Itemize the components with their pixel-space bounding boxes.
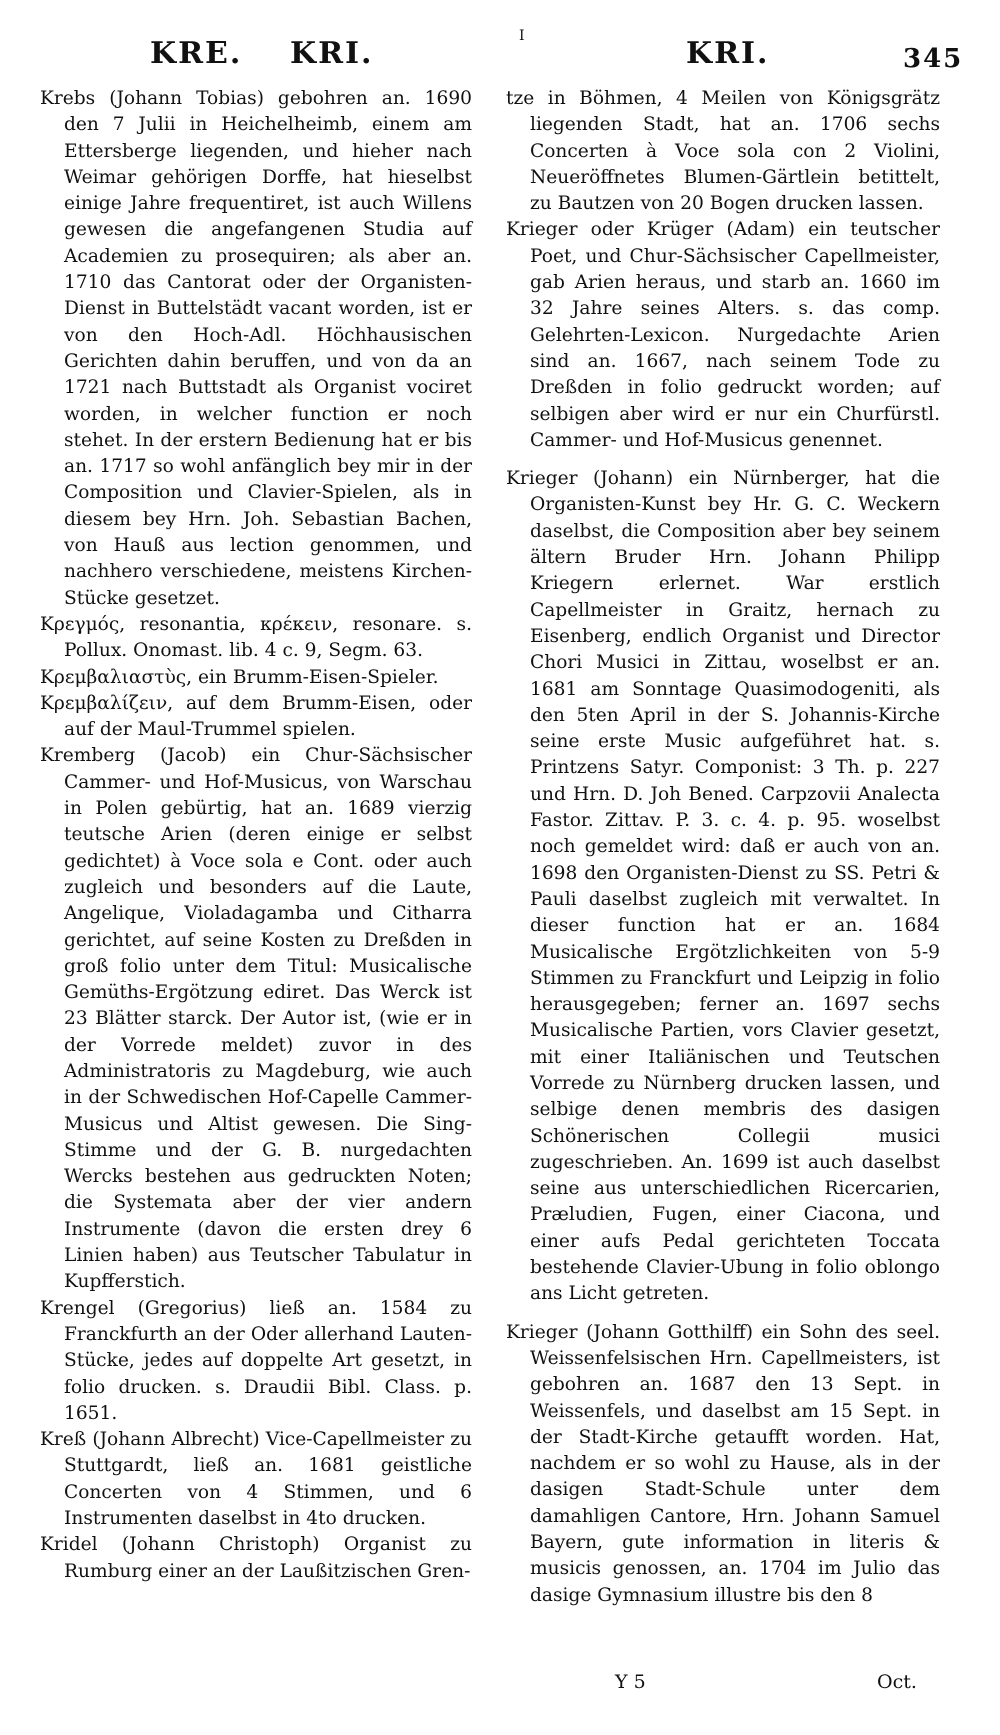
entry-kremberg: Kremberg (Jacob) ein Chur-Sächsischer Cammer- und Hof-Musicus, von Warschau in Polen gebürtig, hat an. 1689 vierzig teutsche Arien (deren einige er selbst gedichtet) à Voce sola e Cont. oder auch zugleich und besonders auf die Laute, Angelique, Violadagamba und Citharra gerichtet, auf seine Kosten zu Dreßden in groß folio unter dem Titul: Musicalische Gemüths-Ergötzung ediret. Das Werck ist 23 Blätter starck. Der Autor ist, (wie er in der Vorrede meldet) zuvor in des Administratoris zu Magdeburg, wie auch in der Schwedischen Hof-Capelle Cammer-Musicus und Altist gewesen. Die Sing-Stimme und der G. B. nurgedachten Wercks bestehen aus gedruckten Noten; die Systemata aber der vier andern Instrumente (davon die ersten drey 6 Linien haben) aus Teutscher Tabulatur in Kupfferstich. — [40, 745, 472, 1293]
entry-kregmos: Κρεγμός, resonantia, κρέκειν, resonare. s. Pollux. Onomast. lib. 4 c. 9, Segm. 63. — [40, 613, 472, 662]
gutter-mark: I — [519, 28, 525, 44]
entry-kridel-continued: tze in Böhmen, 4 Meilen von Königsgrätz liegenden Stadt, hat an. 1706 sechs Concerten à Voce sola con 2 Violini, Neueröffnetes Blumen-Gärtlein betittelt, zu Bautzen von 20 Bogen drucken lassen. — [506, 88, 940, 215]
entry-krieger-adam: Krieger oder Krüger (Adam) ein teutscher Poet, und Chur-Sächsischer Capellmeister, gab Arien heraus, und starb an. 1660 im 32 Jahre seines Alters. s. das comp. Gelehrten-Lexicon. Nurgedachte Arien sind an. 1667, nach seinem Tode zu Dreßden in folio gedruckt worden; auf selbigen aber wird er nur ein Churfürstl. Cammer- und Hof-Musicus genennet. — [506, 219, 940, 451]
entry-krembaliastys: Κρεμβαλιαστὺς, ein Brumm-Eisen-Spieler. — [40, 666, 439, 688]
right-column — [506, 86, 940, 1609]
signature-mark: Y 5 — [615, 1671, 646, 1693]
entry-krieger-johann: Krieger (Johann) ein Nürnberger, hat die Organisten-Kunst bey Hr. G. C. Weckern daselbst, die Composition aber bey seinem ältern Bruder Hrn. Johann Philipp Kriegern erlernet. War erstlich Capellmeister in Graitz, hernach zu Eisenberg, endlich Organist und Director Chori Musici in Zittau, woselbst er an. 1681 am Sonntage Quasimodogeniti, als den 5ten April in der S. Johannis-Kirche seine erste Music aufgeführet hat. s. Printzens Satyr. Componist: 3 Th. p. 227 und Hrn. D. Joh Bened. Carpzovii Analecta Fastor. Zittav. P. 3. c. 4. p. 95. woselbst noch gemeldet wird: daß er auch von an. 1698 den Organisten-Dienst zu SS. Petri & Pauli daselbst zugleich mit verwaltet. In dieser function hat er an. 1684 Musicalische Ergötzlichkeiten von 5-9 Stimmen zu Franckfurt und Leipzig in folio herausgegeben; ferner an. 1697 sechs Musicalische Partien, vors Clavier gesetzt, mit einer Italiänischen und Teutschen Vorrede zu Nürnberg drucken lassen, und selbige denen membris des dasigen Schönerischen Collegii musici zugeschrieben. An. 1699 ist auch daselbst seine aus unterschiedlichen Ricercarien, Præludien, Fugen, einer Ciacona, und einer aufs Pedal gerichteten Toccata bestehende Clavier-Ubung in folio oblongo ans Licht getreten. — [506, 468, 940, 1305]
running-head-left-1: KRE. — [150, 36, 243, 71]
entry-krembalizein: Κρεμβαλίζειν, auf dem Brumm-Eisen, oder auf der Maul-Trummel spielen. — [40, 692, 472, 741]
running-head-right: KRI. — [686, 36, 770, 71]
entry-kress: Kreß (Johann Albrecht) Vice-Capellmeister zu Stuttgardt, ließ an. 1681 geistliche Concerten von 4 Stimmen, und 6 Instrumenten daselbst in 4to drucken. — [40, 1429, 472, 1530]
entry-krebs: Krebs (Johann Tobias) gebohren an. 1690 den 7 Julii in Heichelheimb, einem am Ettersberge liegenden, und hieher nach Weimar gehörigen Dorffe, hat hieselbst einige Jahre frequentiret, ist auch Willens gewesen die angefangenen Studia auf Academien zu prosequiren; als aber an. 1710 das Cantorat oder der Organisten-Dienst in Buttelstädt vacant worden, ist er von den Hoch-Adl. Höchhausischen Gerichten dahin beruffen, und von da an 1721 nach Buttstadt als Organist vociret worden, in welcher function er noch stehet. In der erstern Bedienung hat er bis an. 1717 so wohl anfänglich bey mir in der Composition und Clavier-Spielen, als in diesem bey Hrn. Joh. Sebastian Bachen, von Hauß aus lection genommen, und nachhero verschiedene, meistens Kirchen-Stücke gesetzet. — [40, 88, 472, 609]
left-column — [40, 86, 472, 1585]
entry-krengel: Krengel (Gregorius) ließ an. 1584 zu Franckfurth an der Oder allerhand Lauten-Stücke, jedes auf doppelte Art gesetzt, in folio drucken. s. Draudii Bibl. Class. p. 1651. — [40, 1297, 472, 1424]
entry-kridel: Kridel (Johann Christoph) Organist zu Rumburg einer an der Laußitzischen Gren- — [40, 1534, 472, 1582]
page-number: 345 — [903, 44, 964, 74]
catchword: Oct. — [877, 1671, 917, 1693]
running-head-left-2: KRI. — [290, 36, 374, 71]
entry-krieger-johann-gotthilff: Krieger (Johann Gotthilff) ein Sohn des seel. Weissenfelsischen Hrn. Capellmeisters, ist gebohren an. 1687 den 13 Sept. in Weissenfels, und daselbst am 15 Sept. in der Stadt-Kirche getaufft worden. Hat, nachdem er so wohl zu Hause, als in der dasigen Stadt-Schule unter dem damahligen Cantore, Hrn. Johann Samuel Bayern, gute information in literis & musicis genossen, an. 1704 im Julio das dasige Gymnasium illustre bis den 8 — [506, 1321, 940, 1606]
